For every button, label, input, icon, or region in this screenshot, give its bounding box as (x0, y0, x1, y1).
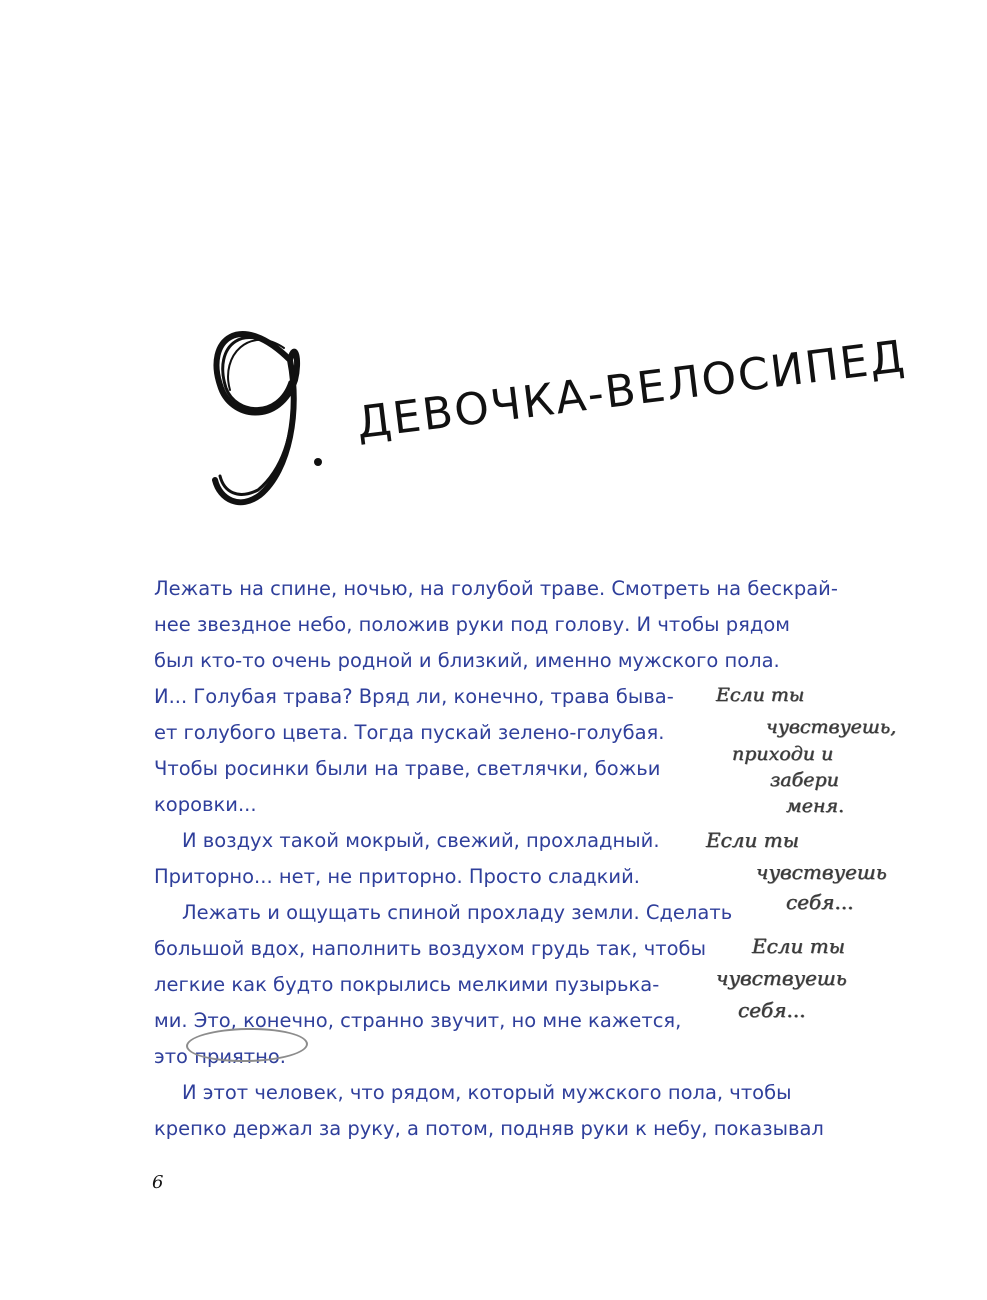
body-line: Лежать и ощущать спиной прохладу земли. Сделать (182, 901, 733, 924)
body-line: крепко держал за руку, а потом, подняв руки к небу, показывал (154, 1117, 824, 1140)
note-line: себя... (738, 998, 806, 1022)
note-line: Если ты (716, 684, 805, 706)
note-line: чувствуешь (756, 860, 887, 884)
note-line: меня. (786, 795, 845, 817)
note-line: Если ты (706, 828, 800, 852)
body-line: легкие как будто покрылись мелкими пузырька- (154, 973, 660, 996)
pencil-circle-annotation (186, 1027, 309, 1063)
body-line: это приятно. (154, 1045, 286, 1068)
body-line: был кто-то очень родной и близкий, именно мужского пола. (154, 649, 780, 672)
body-line: большой вдох, наполнить воздухом грудь так, чтобы (154, 937, 706, 960)
body-line: ми. Это, конечно, странно звучит, но мне кажется, (154, 1009, 682, 1032)
chapter-dot (314, 458, 322, 466)
body-line: нее звездное небо, положив руки под голову. И чтобы рядом (154, 613, 791, 636)
chapter-heading (200, 300, 909, 520)
body-line: И этот человек, что рядом, который мужского пола, чтобы (182, 1081, 792, 1104)
body-line: Приторно... нет, не приторно. Просто сладкий. (154, 865, 640, 888)
body-line: коровки... (154, 793, 257, 816)
note-line: забери (770, 769, 839, 791)
note-line: приходи и (732, 743, 834, 765)
body-line: Лежать на спине, ночью, на голубой траве. Смотреть на бескрай- (154, 577, 838, 600)
chapter-title: ДЕВОЧКА-ВЕЛОСИПЕД (353, 330, 909, 449)
note-line: себя... (786, 890, 854, 914)
body-line: ет голубого цвета. Тогда пускай зелено-голубая. (154, 721, 665, 744)
body-line: Чтобы росинки были на траве, светлячки, божьи (154, 757, 661, 780)
note-line: чувствуешь, (766, 716, 897, 738)
body-line: И... Голубая трава? Вряд ли, конечно, трава быва- (154, 685, 674, 708)
note-line: чувствуешь (716, 966, 847, 990)
note-line: Если ты (752, 934, 846, 958)
page-number: 6 (152, 1172, 164, 1193)
body-line: И воздух такой мокрый, свежий, прохладный. (182, 829, 660, 852)
